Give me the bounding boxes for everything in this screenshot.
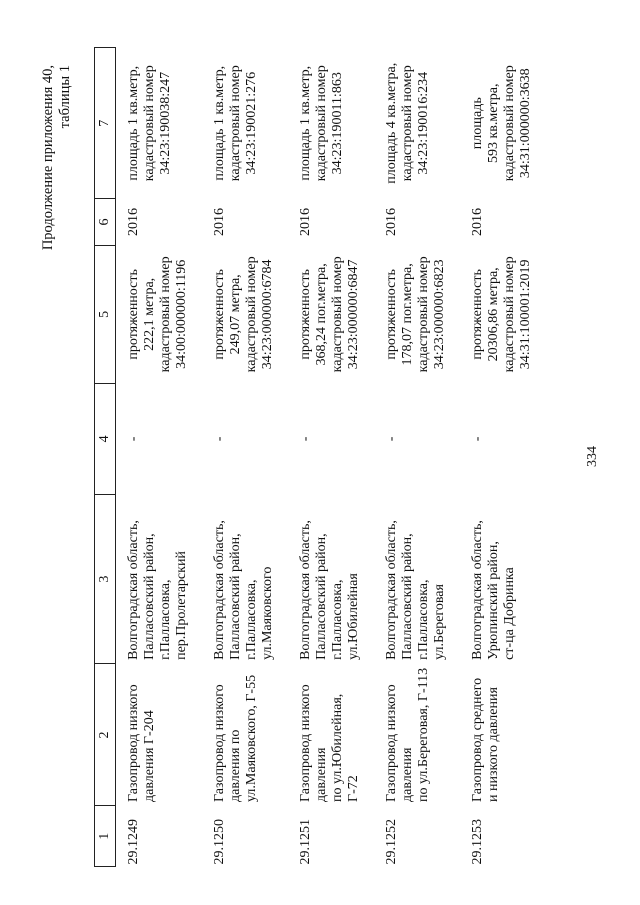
continuation-note xyxy=(40,65,74,250)
object-params-line: кадастровый номер xyxy=(330,256,345,373)
object-params-line: 249,07 метра, xyxy=(228,274,243,355)
object-params-line: 20306,86 метра, xyxy=(486,267,501,362)
object-name-line: Газопровод низкого xyxy=(126,684,141,802)
continuation-line-1: Продолжение приложения 40, xyxy=(40,65,56,251)
object-name-cell xyxy=(374,664,460,806)
object-location-line: Волгоградская область, xyxy=(470,520,485,660)
object-name-line: Газопровод среднего xyxy=(470,677,485,802)
land-area-line: площадь 1 кв.метр, xyxy=(212,65,227,181)
object-location-line: г.Палласовка, xyxy=(244,579,259,660)
object-name-line: давления Г-204 xyxy=(142,710,157,802)
col4-value-cell: - xyxy=(298,436,313,442)
land-area-line: площадь 1 кв.метр, xyxy=(126,65,141,181)
col4-value-cell: - xyxy=(212,436,227,442)
object-location-cell xyxy=(116,494,203,664)
object-location-line: г.Палласовка, xyxy=(330,579,345,660)
object-location-line: Палласовский район, xyxy=(400,533,415,660)
object-location-line: Волгоградская область, xyxy=(212,520,227,660)
year-cell: 2016 xyxy=(384,208,399,237)
year-cell: 2016 xyxy=(470,208,485,237)
year-cell: 2016 xyxy=(212,208,227,237)
col-header-3: 3 xyxy=(95,494,116,664)
land-area-line: 34:23:190011:863 xyxy=(330,72,345,175)
object-location-cell xyxy=(288,494,374,664)
land-area-line: кадастровый номер xyxy=(314,65,329,182)
object-params-line: кадастровый номер xyxy=(158,256,173,373)
table-body xyxy=(116,48,547,867)
object-name-line: Газопровод низкого xyxy=(212,684,227,802)
object-params-line: протяженность xyxy=(212,269,227,360)
row-number-cell: 29.1252 xyxy=(384,819,399,865)
land-area-line: площадь xyxy=(470,97,485,150)
col-header-1: 1 xyxy=(95,806,116,867)
land-area-line: площадь 1 кв.метр, xyxy=(298,65,313,181)
object-params-line: 178,07 пог.метра, xyxy=(400,263,415,366)
object-location-line: Урюпинский район, xyxy=(486,541,501,660)
land-area-line: площадь 4 кв.метра, xyxy=(384,62,399,184)
row-number-cell: 29.1250 xyxy=(212,819,227,865)
table-row xyxy=(116,48,203,867)
continuation-line-2: таблицы 1 xyxy=(57,65,73,129)
object-name-cell xyxy=(288,664,374,806)
object-location-line: ул.Маяковского xyxy=(260,566,275,660)
object-location-line: Палласовский район, xyxy=(228,533,243,660)
object-params-cell xyxy=(116,245,203,383)
object-params-line: 34:31:100001:2019 xyxy=(518,259,533,370)
land-area-line: кадастровый номер xyxy=(502,65,517,182)
object-name-line: давления xyxy=(400,747,415,802)
object-params-line: 34:23:000000:6847 xyxy=(346,259,361,370)
col-header-2: 2 xyxy=(95,664,116,806)
object-name-line: по ул.Юбилейная, xyxy=(330,693,345,802)
col-header-5: 5 xyxy=(95,245,116,383)
object-params-line: кадастровый номер xyxy=(244,256,259,373)
object-location-line: Волгоградская область, xyxy=(298,520,313,660)
object-params-cell xyxy=(288,245,374,383)
year-cell: 2016 xyxy=(298,208,313,237)
col4-value-cell: - xyxy=(384,436,399,442)
land-area-cell xyxy=(288,48,374,199)
object-name-cell xyxy=(116,664,203,806)
col-header-4: 4 xyxy=(95,384,116,495)
object-params-line: протяженность xyxy=(384,269,399,360)
row-number-cell: 29.1253 xyxy=(470,819,485,865)
object-params-line: 34:00:000000:1196 xyxy=(174,259,189,369)
land-area-line: 34:23:190038:247 xyxy=(158,71,173,175)
object-params-line: протяженность xyxy=(470,269,485,360)
object-params-line: 34:23:000000:6823 xyxy=(432,259,447,370)
object-name-line: и низкого давления xyxy=(486,687,501,802)
object-location-line: ул.Береговая xyxy=(432,584,447,660)
year-cell: 2016 xyxy=(126,208,141,237)
object-name-line: Г-72 xyxy=(346,775,361,802)
col4-value-cell: - xyxy=(126,436,141,442)
object-params-line: 368,24 пог.метра, xyxy=(314,263,329,366)
land-area-line: кадастровый номер xyxy=(142,65,157,182)
object-params-line: протяженность xyxy=(298,269,313,360)
object-name-line: Газопровод низкого xyxy=(384,684,399,802)
table-row xyxy=(374,48,460,867)
object-params-line: 222,1 метра, xyxy=(142,277,157,351)
object-location-line: г.Палласовка, xyxy=(158,579,173,660)
object-name-cell xyxy=(460,664,546,806)
land-area-line: кадастровый номер xyxy=(228,65,243,182)
object-name-line: ул.Маяковского, Г-55 xyxy=(244,674,259,802)
col-header-6: 6 xyxy=(95,199,116,245)
object-location-cell xyxy=(202,494,288,664)
object-params-line: 34:23:000000:6784 xyxy=(260,259,275,370)
object-params-line: кадастровый номер xyxy=(416,256,431,373)
object-location-cell xyxy=(460,494,546,664)
land-area-line: 34:23:190021:276 xyxy=(244,71,259,175)
object-name-line: Газопровод низкого xyxy=(298,684,313,802)
land-area-cell xyxy=(202,48,288,199)
object-name-line: давления по xyxy=(228,729,243,802)
land-area-line: кадастровый номер xyxy=(400,65,415,182)
object-location-line: Палласовский район, xyxy=(142,533,157,660)
object-params-cell xyxy=(374,245,460,383)
page-number: 334 xyxy=(585,446,600,467)
object-location-line: Палласовский район, xyxy=(314,533,329,660)
row-number-cell: 29.1251 xyxy=(298,819,313,865)
land-area-cell xyxy=(374,48,460,199)
land-area-line: 34:31:000000:3638 xyxy=(518,68,533,179)
object-params-cell xyxy=(460,245,546,383)
object-name-line: давления xyxy=(314,747,329,802)
object-location-line: пер.Пролетарский xyxy=(174,551,189,660)
table-row xyxy=(202,48,288,867)
object-location-cell xyxy=(374,494,460,664)
object-location-line: Волгоградская область, xyxy=(126,520,141,660)
object-params-line: кадастровый номер xyxy=(502,256,517,373)
object-name-line: по ул.Береговая, Г-113 xyxy=(416,667,431,802)
object-location-line: Волгоградская область, xyxy=(384,520,399,660)
col-header-7: 7 xyxy=(95,48,116,199)
land-area-line: 34:23:190016:234 xyxy=(416,71,431,175)
object-location-line: г.Палласовка, xyxy=(416,579,431,660)
land-area-line: 593 кв.метра, xyxy=(486,83,501,163)
header-row xyxy=(95,48,116,867)
property-table xyxy=(94,47,546,867)
object-location-line: ст-ца Добринка xyxy=(502,567,517,660)
land-area-cell xyxy=(116,48,203,199)
object-name-cell xyxy=(202,664,288,806)
table-row xyxy=(288,48,374,867)
object-params-cell xyxy=(202,245,288,383)
land-area-cell xyxy=(460,48,546,199)
col4-value-cell: - xyxy=(470,436,485,442)
table-row xyxy=(460,48,546,867)
object-location-line: ул.Юбилейная xyxy=(346,573,361,660)
row-number-cell: 29.1249 xyxy=(126,819,141,865)
object-params-line: протяженность xyxy=(126,269,141,360)
